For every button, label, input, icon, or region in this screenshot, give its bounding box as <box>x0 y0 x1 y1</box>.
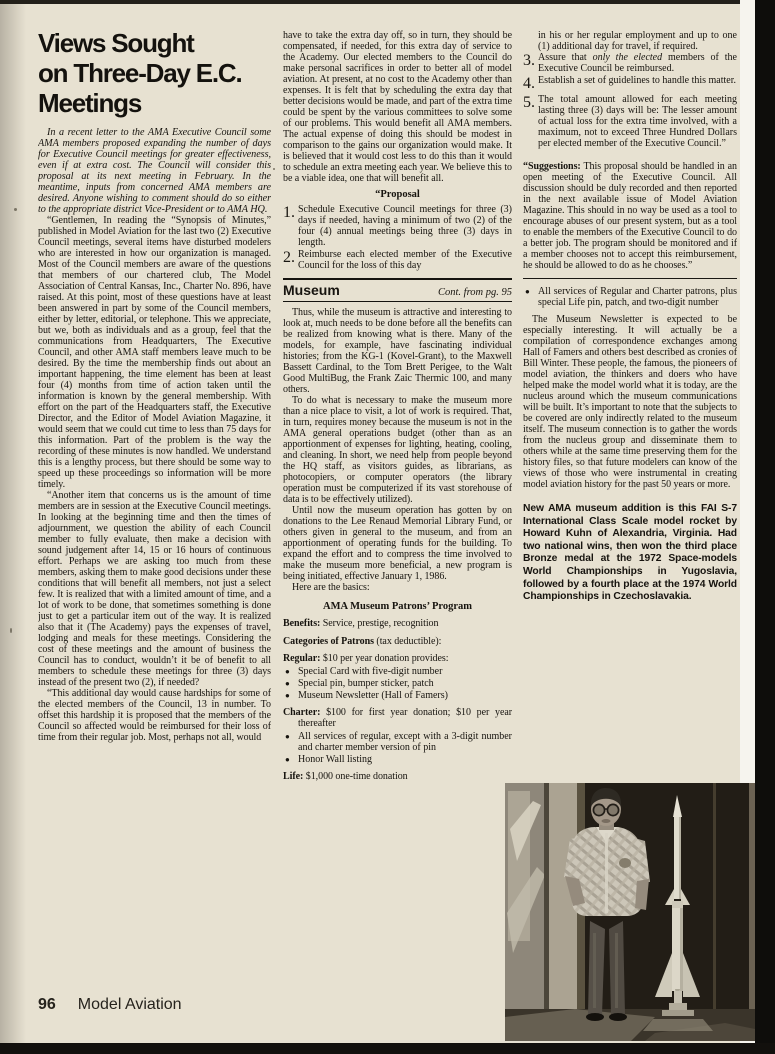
proposal-item-3: 3. Assure that only the elected members of the Executive Council be reimbursed. <box>523 52 737 74</box>
museum-section-title: Museum <box>283 282 340 298</box>
paragraph-museum-until: Until now the museum operation has gotten by on donations to the Lee Renaud Memorial Library Fund, or others given in general to the museum, and from an apportionment of operating funds for the building. To expand the effort and to compress the time involved to make the museum more beneficial, a new program is being initiated, effective January 1, 1986. <box>283 505 512 582</box>
photo-illustration <box>505 783 755 1041</box>
scan-speck <box>273 168 275 170</box>
bullet-icon: ● <box>285 731 290 741</box>
regular-text: $10 per year donation provides: <box>320 653 449 664</box>
suggestions-label: “Suggestions: <box>523 161 581 172</box>
life-text: $1,000 one-time donation <box>303 770 408 782</box>
charter-bullet-1: ● All services of regular, except with a 3-digit number and charter member version of pin <box>285 730 512 753</box>
item-text: Schedule Executive Council meetings for three (3) days if needed, having a minimum of two (2) of the four (4) annual meetings being three (3) days in length. <box>298 204 512 248</box>
section-divider <box>523 278 737 279</box>
life-patron-bullet: ● All services of Regular and Charter patrons, plus special Life pin, patch, and two-digit number <box>525 286 737 308</box>
proposal-item-5: 5. The total amount allowed for each meeting lasting three (3) days will be: The lesser amount of actual loss for the extra time involved, with a maximum, not to exceed Three Hundred Dollars per elected member of the Executive Council.” <box>523 94 737 149</box>
column-2 <box>283 30 512 1038</box>
scan-edge-bottom <box>0 1043 775 1054</box>
benefits-label: Benefits: <box>283 618 321 629</box>
paragraph-continuation: have to take the extra day off, so in turn, they should be compensated, if needed, for this extra day of service to the Academy. Our elected members to the Council do make personal sacrifices in order to better all of model aviation. At present, at no cost to the Academy other than expenses. It is felt that by scheduling the extra day that better decisions would be made, and part of the extra time could be spent by the various committees to solve some of our problems. This would benefit all AMA members. The actual expense of doing this should be modest in comparison to the gains our organization would make. It is believed that it would cost less to do this than it would to schedule an extra meeting each year. We believe this to be a viable idea, one that will benefit all. <box>283 30 512 184</box>
charter-line <box>283 707 512 730</box>
regular-line <box>283 653 512 665</box>
item-number: 3. <box>523 52 535 69</box>
page-number: 96 <box>38 996 56 1013</box>
categories-note: (tax deductible): <box>373 635 442 647</box>
article-title <box>38 28 271 118</box>
item-number: 1. <box>283 204 295 221</box>
regular-label: Regular: <box>283 653 321 664</box>
museum-section-header <box>283 278 512 302</box>
bullet-icon: ● <box>525 287 530 296</box>
categories-line <box>283 636 512 648</box>
benefits-line <box>283 618 512 630</box>
article-intro: In a recent letter to the AMA Executive Council some AMA members proposed expanding the number of days for Executive Council meetings for greater effectiveness, even if at extra cost. The Council will consider this proposal at its next meeting in February. In the meantime, inputs from concerned AMA members are desired. Anyone wishing to comment should do so either to the appropriate district Vice-President or to AMA HQ. <box>38 127 271 215</box>
photo-caption: New AMA museum addition is this FAI S-7 International Class Scale model rocket by Howard Kuhn of Alexandria, Virginia. Had two national wins, then won the third place Bronze medal at the 1972 Space-models World Championships in Yugoslavia, followed by a fourth place at the 1974 World Championships in Czechoslavakia. <box>523 503 737 603</box>
item-number: 2. <box>283 249 295 266</box>
suggestions-text: This proposal should be handled in an open meeting of the Executive Council. All discussion should be duly recorded and then reported in the next available issue of Model Aviation Magazine. This should in no way be used as a tool to encourage abuses of our present system, but as a tool to enable the members of the Executive Council to do a better job. The program should be monitored and if a member chooses not to accept this reimbursement, he should be allowed to do as he chooses.” <box>523 161 737 271</box>
article-title-line: on Three-Day E.C. <box>38 58 242 88</box>
charter-label: Charter: <box>283 706 321 718</box>
magazine-title: Model Aviation <box>77 996 182 1013</box>
bullet-icon: ● <box>285 666 290 676</box>
item-number: 5. <box>523 94 535 111</box>
scan-speck <box>14 208 17 211</box>
paragraph-museum-thus: Thus, while the museum is attractive and interesting to look at, much needs to be done before all the benefits can be realized from knowing what is there. Many of the models, for example, have fascinating individual histories; from the KG-1 (Kovel-Grant), to the Maxwell Bassett Cardinal, to the Tom Brett Perigee, to the Walt Good MultiBug, the Frank Zaic Thermic 100, and many others. <box>283 307 512 395</box>
item-number: 4. <box>523 75 535 92</box>
continued-from-note: Cont. from pg. 95 <box>438 287 512 298</box>
paragraph-museum-todo: To do what is necessary to make the museum more than a nice place to visit, a lot of work is required. That, in turn, requires money because the museum is not in the AMA general operations budget (other than as an apportionment of expenses for lighting, heating, cooling, and cleaning. In short, we need help from people beyond the HQ staff, as visitors guides, as librarians, as photocopiers, or computer operators (the library operation must be computerized if its vast storehouse of data is to be effectively utilized). <box>283 395 512 505</box>
paragraph-gentlemen: “Gentlemen, In reading the “Synopsis of Minutes,” published in Model Aviation for the last two (2) Executive Council meetings, several items have disturbed modelers who are interested in how our organization is managed. Most of the Council members are aware of the questions that members of our chartered club, The Model Association of Central Kansas, Inc., Charter No. 896, have raised. At this point, most of these questions have at least been answered in part by some of the Council members, either by letter, editorial, or telephone. This we appreciate, but we, both as individuals and as a group, feel that the communications from Headquarters, The Executive Council, and other AMA staff members leave much to be desired. By the time the membership finds out about an important happening, the time element has been at least four (4) months from time of action taken until the information is known by the general membership. With effort on the part of the Headquarters staff, the Executive Director, and the Editor of Model Aviation Magazine, it would seem that we could cut time to less than 75 days for this information. Part of the problem is the way the recording of these minutes is now handled. We understand this is a lengthy process, but there should be some way to speed up these proceedings so information will be more timely. <box>38 215 271 490</box>
suggestions-paragraph <box>523 161 737 271</box>
paragraph-additional-day: “This additional day would cause hardships for some of the elected members of the Council, 13 in number. To offset this hardship it is proposed that the members of the Council so affected would be reimbursed for their loss of time from their regular job. Most, perhaps not all, would <box>38 688 271 743</box>
page-footer <box>38 996 182 1014</box>
item2-continuation: in his or her regular employment and up to one (1) additional day for travel, if required. <box>538 30 737 52</box>
photo-man-with-model-rocket <box>505 783 755 1041</box>
bullet-icon: ● <box>285 754 290 764</box>
item-text: Reimburse each elected member of the Executive Council for the loss of this day <box>298 249 512 271</box>
bullet-icon: ● <box>285 690 290 700</box>
column-3 <box>523 30 737 778</box>
regular-bullet-2: ● Special pin, bumper sticker, patch <box>285 677 434 689</box>
proposal-item-1 <box>283 204 512 248</box>
scan-edge-top <box>0 0 757 4</box>
regular-bullet-1: ● Special Card with five-digit number <box>285 665 443 677</box>
categories-label: Categories of Patrons <box>283 635 374 647</box>
patrons-program-heading: AMA Museum Patrons’ Program <box>322 601 473 612</box>
regular-bullet-3: ● Museum Newsletter (Hall of Famers) <box>285 689 448 701</box>
benefits-text: Service, prestige, recognition <box>320 618 439 629</box>
scan-edge-right <box>755 0 775 1054</box>
basics-intro: Here are the basics: <box>292 582 370 593</box>
charter-text: $100 for first year donation; $10 per year thereafter <box>298 706 512 729</box>
column-1 <box>38 28 271 990</box>
bullet-icon: ● <box>285 678 290 688</box>
proposal-heading: “Proposal <box>375 189 420 200</box>
life-label: Life: <box>283 770 304 782</box>
proposal-item-2 <box>283 249 512 271</box>
charter-bullet-2: ● Honor Wall listing <box>285 753 373 765</box>
scan-speck <box>10 628 12 633</box>
proposal-item-4: 4. Establish a set of guidelines to handle this matter. <box>523 75 737 92</box>
life-line <box>283 771 512 783</box>
paragraph-newsletter: The Museum Newsletter is expected to be especially interesting. It will actually be a compilation of correspondence exchanges among Hall of Famers and others best described as cronies of Bill Winter. These people, the famous, the pioneers of model aviation, the thinkers and doers who have helped make the model world what it is today, are the nucleus around which the museum communications will be built. It’s important to note that the subjects to be covered are only indirectly related to the museum itself. The museum connection is to gather the words from the nucleus group and disseminate them to others while at the same time preserving them for the history files, so that future modelers can know of the views of those who were instrumental in creating model aviation history for the past 50 years or more. <box>523 314 737 490</box>
paragraph-another-item: “Another item that concerns us is the amount of time members are in session at the Executive Council meetings. In looking at the beginning time and then the times of adjournment, we question the ability of each Council member to fully evaluate, then make a decision with sound judgement after 14, 15 or 16 hours of continuous effort. Perhaps we are asking too much from these members, asking them to make good decisions under these conditions that will benefit all members, not just a select few. It is realized that with a limited amount of time, and a lot of work to be done, that sometimes something is done just to get a particular item out of the way. It is realized also that it (The Academy) pays the expenses of travel, lodging and meals for these meetings. Considering the cost of these meetings and the amount of business the Council has to conduct, wouldn’t it be of benefit to all members to schedule these meetings for three (3) days instead of the present two (2), if needed? <box>38 490 271 688</box>
article-title-line: Views Sought <box>38 28 194 58</box>
article-title-line: Meetings <box>38 88 142 118</box>
